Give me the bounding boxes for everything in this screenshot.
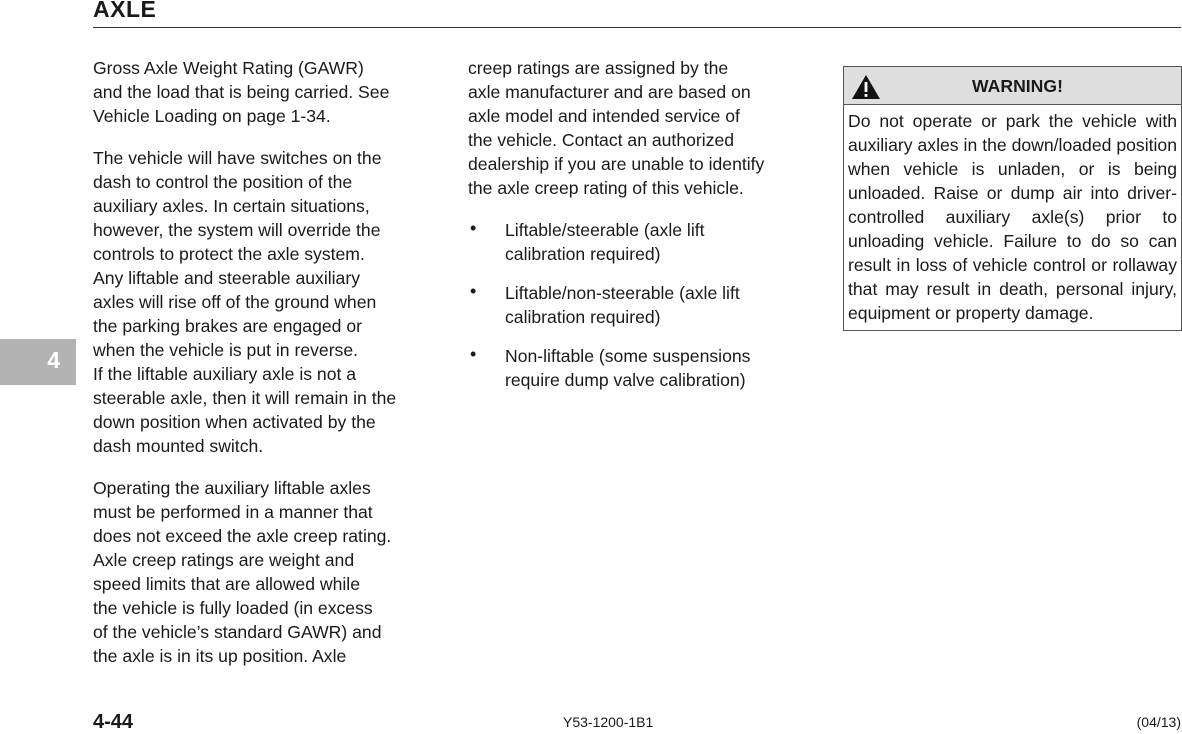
list-item [468, 281, 813, 329]
paragraph-creep-continued [468, 56, 813, 200]
text-line: must be performed in a manner that [93, 502, 373, 522]
text-line: the axle creep rating of this vehicle. [468, 178, 744, 198]
text-line: the parking brakes are engaged or [93, 316, 362, 336]
warning-box [843, 66, 1182, 331]
document-id: Y53-1200-1B1 [563, 714, 654, 730]
page-title: AXLE [93, 0, 157, 22]
text-line: of the vehicle’s standard GAWR) and [93, 622, 382, 642]
text-line: axle manufacturer and are based on [468, 82, 751, 102]
paragraph-creep-rating [93, 476, 438, 668]
paragraph-switches [93, 146, 438, 458]
axle-type-list [468, 218, 813, 392]
list-item-line: Non-liftable (some suspensions [505, 346, 751, 366]
text-line: axles will rise off of the ground when [93, 292, 377, 312]
text-line: dash mounted switch. [93, 436, 264, 456]
warning-header [844, 67, 1181, 105]
text-line: creep ratings are assigned by the [468, 58, 729, 78]
list-item [468, 218, 813, 266]
chapter-tab [0, 339, 76, 385]
list-item-line: Liftable/steerable (axle lift [505, 220, 705, 240]
text-column-1 [93, 56, 438, 668]
text-line: If the liftable auxiliary axle is not a [93, 364, 357, 384]
text-line: Axle creep ratings are weight and [93, 550, 355, 570]
text-line: the vehicle. Contact an authorized [468, 130, 735, 150]
text-line: down position when activated by the [93, 412, 376, 432]
list-item-line: require dump valve calibration) [505, 370, 746, 390]
bullet-icon: • [470, 281, 477, 301]
title-divider [93, 27, 1181, 28]
list-item [468, 344, 813, 392]
bullet-icon: • [470, 344, 477, 364]
text-line: and the load that is being carried. See [93, 82, 390, 102]
text-line: the vehicle is fully loaded (in excess [93, 598, 373, 618]
text-line: however, the system will override the [93, 220, 381, 240]
list-item-line: calibration required) [505, 244, 661, 264]
text-line: does not exceed the axle creep rating. [93, 526, 392, 546]
text-line: when the vehicle is put in reverse. [93, 340, 359, 360]
text-line: auxiliary axles. In certain situations, [93, 196, 370, 216]
text-line: axle model and intended service of [468, 106, 740, 126]
text-line: the axle is in its up position. Axle [93, 646, 347, 666]
text-line: steerable axle, then it will remain in the [93, 388, 397, 408]
bullet-icon: • [470, 218, 477, 238]
text-line: dealership if you are unable to identify [468, 154, 765, 174]
list-item-line: Liftable/non-steerable (axle lift [505, 283, 740, 303]
text-line: speed limits that are allowed while [93, 574, 360, 594]
paragraph-gawr [93, 56, 438, 128]
text-line: dash to control the position of the [93, 172, 353, 192]
list-item-line: calibration required) [505, 307, 661, 327]
page-number: 4-44 [93, 711, 134, 733]
text-line: Operating the auxiliary liftable axles [93, 478, 371, 498]
text-line: The vehicle will have switches on the [93, 148, 382, 168]
text-line: controls to protect the axle system. [93, 244, 365, 264]
text-column-2 [468, 56, 813, 407]
warning-text: Do not operate or park the vehicle with auxiliary axles in the down/loaded position when vehicle is unladen, or is being unloaded. Raise or dump air into driver-controlled auxiliary axle(s) prior to unloading vehicle. Failure to do so can result in loss of vehicle control or rollaway that may result in death, personal injury, equipment or property damage. [848, 111, 1177, 323]
text-line: Vehicle Loading on page 1-34. [93, 106, 331, 126]
warning-title: WARNING! [972, 76, 1063, 96]
revision-date: (04/13) [1136, 714, 1181, 730]
text-line: Any liftable and steerable auxiliary [93, 268, 360, 288]
chapter-number: 4 [47, 347, 60, 373]
text-line: Gross Axle Weight Rating (GAWR) [93, 58, 364, 78]
